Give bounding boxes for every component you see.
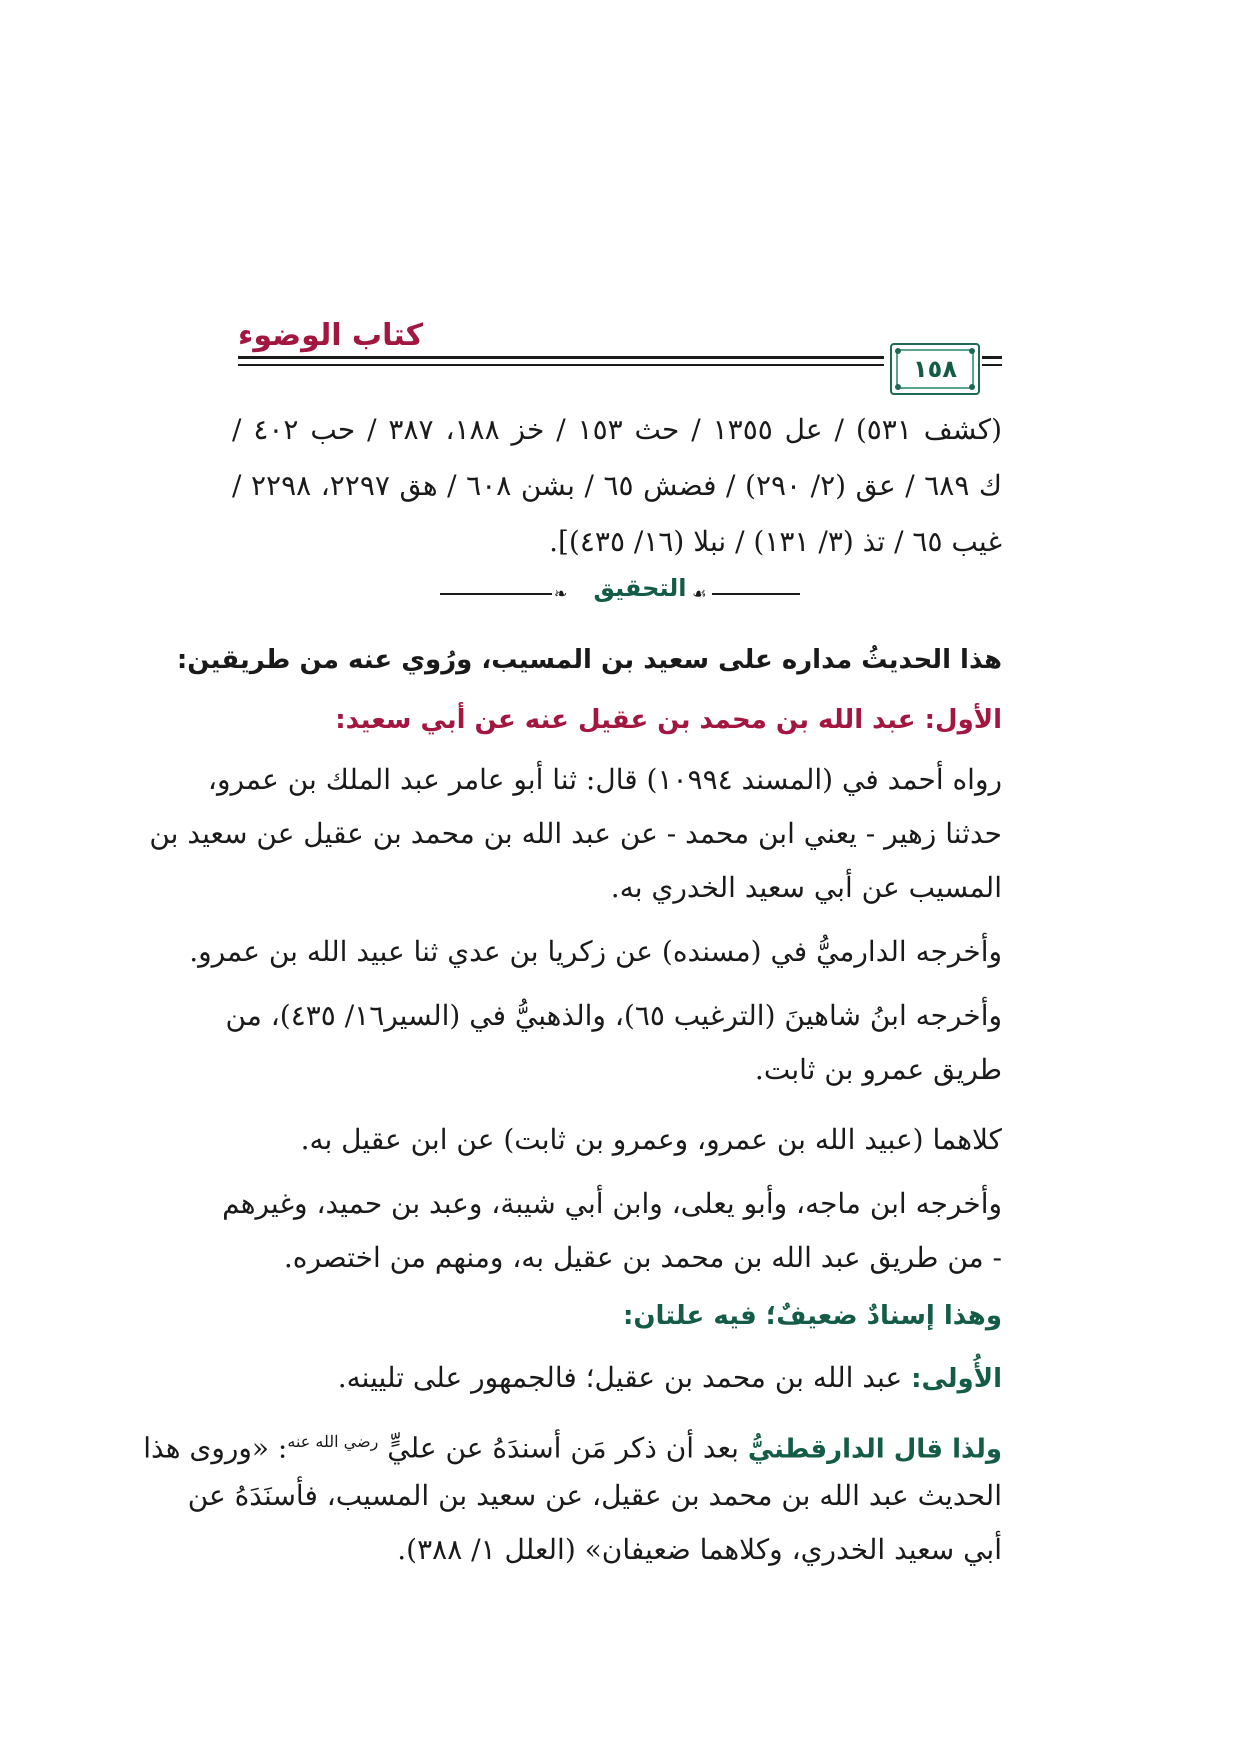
- reference-line: ك ٦٨٩ / عق (٢/ ٢٩٠) / فضش ٦٥ / بشن ٦٠٨ / هق ٢٢٩٧، ٢٢٩٨ /: [232, 469, 1002, 502]
- paragraph-line: كلاهما (عبيد الله بن عمرو، وعمرو بن ثابت) عن ابن عقيل به.: [300, 1123, 1002, 1156]
- paragraph-line: طريق عمرو بن ثابت.: [754, 1053, 1002, 1086]
- paragraph-line: وأخرجه الدارميُّ في (مسنده) عن زكريا بن عدي ثنا عبيد الله بن عمرو.: [189, 935, 1002, 968]
- weak-chain-heading: وهذا إسنادٌ ضعيفٌ؛ فيه علتان:: [622, 1301, 1002, 1331]
- section-title: التحقيق: [593, 574, 687, 602]
- header-rule-right-thick: [982, 356, 1002, 359]
- paragraph-line: - من طريق عبد الله بن محمد بن عقيل به، ومنهم من اختصره.: [283, 1241, 1002, 1274]
- intro-sentence: هذا الحديثُ مداره على سعيد بن المسيب، ورُوي عنه من طريقين:: [176, 645, 1002, 675]
- daraqutni-line: [143, 1422, 1002, 1469]
- badge-ornament-icon: [969, 384, 975, 390]
- reference-line: غيب ٦٥ / تذ (٣/ ١٣١) / نبلا (١٦/ ٤٣٥)].: [549, 525, 1002, 558]
- paragraph-line: رواه أحمد في (المسند ١٠٩٩٤) قال: ثنا أبو عامر عبد الملك بن عمرو،: [207, 763, 1002, 796]
- ornament-icon: ☙: [692, 584, 707, 603]
- paragraph-line: المسيب عن أبي سعيد الخدري به.: [610, 871, 1002, 904]
- book-title: كتاب الوضوء: [238, 318, 424, 353]
- paragraph-line: أبي سعيد الخدري، وكلاهما ضعيفان» (العلل ١/ ٣٨٨).: [397, 1533, 1002, 1566]
- daraqutni-label: ولذا قال الدارقطنيُّ: [747, 1434, 1002, 1465]
- page-number-badge: [890, 343, 980, 395]
- first-path-heading: الأول: عبد الله بن محمد بن عقيل عنه عن أبي سعيد:: [335, 705, 1002, 735]
- header-rule-thin: [238, 364, 884, 366]
- daraqutni-quote-start: : «وروى هذا: [143, 1431, 288, 1465]
- first-defect-label: الأُولى:: [911, 1364, 1002, 1394]
- badge-ornament-icon: [895, 348, 901, 354]
- paragraph-line: حدثنا زهير - يعني ابن محمد - عن عبد الله بن محمد بن عقيل عن سعيد بن: [149, 817, 1002, 850]
- ornament-icon: ❧: [554, 584, 568, 603]
- paragraph-line: وأخرجه ابن ماجه، وأبو يعلى، وابن أبي شيبة، وعبد بن حميد، وغيرهم: [222, 1187, 1002, 1220]
- header-rule-thick: [238, 356, 884, 359]
- page-number: ١٥٨: [913, 355, 957, 383]
- divider-line-right: [712, 593, 800, 595]
- divider-line-left: [440, 593, 552, 595]
- paragraph-line: الحديث عبد الله بن محمد بن عقيل، عن سعيد بن المسيب، فأسنَدَهُ عن: [187, 1479, 1002, 1512]
- section-divider: [440, 574, 800, 608]
- first-defect-text: عبد الله بن محمد بن عقيل؛ فالجمهور على تليينه.: [337, 1361, 912, 1394]
- honorific-glyph: رضي الله عنه: [287, 1432, 379, 1451]
- daraqutni-text: بعد أن ذكر مَن أسندَهُ عن عليٍّ: [387, 1431, 748, 1465]
- paragraph-line: وأخرجه ابنُ شاهينَ (الترغيب ٦٥)، والذهبيُّ في (السير١٦/ ٤٣٥)، من: [225, 999, 1002, 1032]
- badge-ornament-icon: [895, 384, 901, 390]
- reference-line: (كشف ٥٣١) / عل ١٣٥٥ / حث ١٥٣ / خز ١٨٨، ٣٨٧ / حب ٤٠٢ /: [232, 413, 1002, 446]
- header-rule-right-thin: [982, 364, 1002, 366]
- first-defect-line: [232, 1358, 1002, 1399]
- badge-ornament-icon: [969, 348, 975, 354]
